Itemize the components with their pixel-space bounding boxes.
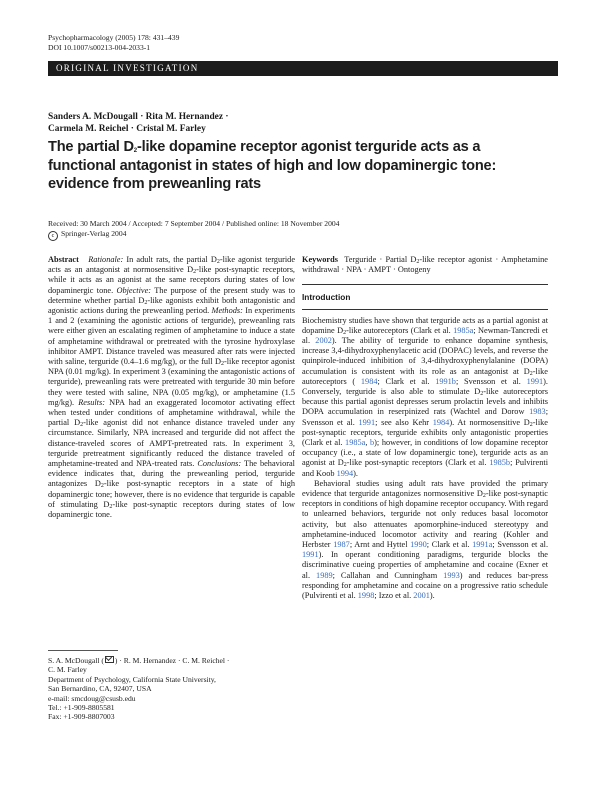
citation-link[interactable]: 1985a (453, 325, 474, 335)
author-line-1: Sanders A. McDougall · Rita M. Hernandez · (48, 112, 229, 122)
body-text: ; Izzo et al. (374, 591, 414, 601)
body-text: -like post-synaptic receptors, terguride exhibits only antagonistic properties (Clark et al. (302, 417, 548, 448)
subscript: 2 (480, 391, 484, 398)
body-text: ; Newman-Tancredi et al. (302, 325, 548, 346)
body-text: ); however, in conditions of low dopamine receptor occupancy (i.e., a state of low dopaminergic tone), terguride acts as an agonist at D (302, 438, 549, 468)
body-text: ; Arnt and Hyttel (349, 540, 411, 550)
title-subscript: 2 (133, 148, 137, 154)
subscript: 2 (220, 361, 224, 368)
objective-label: Objective: (116, 285, 152, 295)
results-text: -like agonist did not enhance distance traveled under any circumstance. Similarly, NPA increased and terguride did not affect the distance-traveled scores of AMPT-pretreated rats. In experiment 3, terguride pretreatment significantly reduced the distance traveled of amphetamine-treated and NPA-treated rats. (48, 418, 296, 469)
rationale-text: In adult rats, the partial D (126, 255, 217, 264)
abstract-heading: Abstract (48, 255, 79, 264)
body-text: -like autoreceptors because this partial agonist depresses serum prolactin levels and inhibits DOPA accumulation in reserpinized rats (Wachtel and Dorow (302, 387, 548, 417)
author-list (48, 111, 468, 135)
affiliation-authors-line-2: C. M. Farley (48, 665, 87, 675)
subscript: 2 (416, 259, 420, 265)
citation-link[interactable]: 1994 (336, 468, 354, 478)
copyright-line (48, 229, 548, 241)
paper-title (48, 138, 548, 194)
body-text: -like post-synaptic receptors (Clark et al. (346, 458, 490, 468)
affiliation-phone: Tel.: +1-909-8805581 (48, 703, 115, 713)
introduction-paragraph-1 (302, 316, 548, 479)
rationale-label: Rationale: (88, 255, 124, 264)
body-text: Biochemistry studies have shown that terguride acts as a partial agonist at dopamine D (302, 315, 548, 335)
publication-dates (48, 219, 548, 241)
keywords-heading: Keywords (302, 255, 338, 264)
body-text: ). (353, 468, 359, 478)
footnote-rule (48, 650, 118, 651)
citation-link[interactable]: b (370, 438, 375, 448)
conclusions-text: The behavioral evidence indicates that, during the preweanling period, terguride antagonizes D (48, 459, 295, 489)
affiliation-email[interactable]: e-mail: smcdoug@csusb.edu (48, 693, 136, 703)
methods-label: Methods: (211, 306, 243, 316)
right-column (302, 255, 548, 601)
section-rule-bottom (302, 309, 548, 310)
objective-text: The purpose of the present study was to determine whether partial D (48, 285, 296, 305)
subscript: 2 (529, 370, 533, 377)
subscript: 2 (343, 329, 347, 336)
keywords (302, 255, 548, 275)
citation-link[interactable]: 2002 (315, 336, 332, 346)
abstract (48, 255, 295, 520)
body-text: ). At normosensitive D (449, 417, 530, 427)
body-text: ; Svensson et al. (302, 407, 548, 427)
body-text: -like autoreceptors (Clark et al. (346, 325, 454, 335)
copyright-text: Springer-Verlag 2004 (61, 229, 127, 238)
body-text: Behavioral studies using adult rats have provided the primary evidence that terguride antagonizes normosensitive D (302, 478, 548, 499)
subscript: 2 (343, 462, 347, 469)
subscript: 2 (144, 299, 148, 306)
conclusions-label: Conclusions: (197, 459, 242, 469)
citation-link[interactable]: 1984 (360, 376, 378, 386)
citation-link[interactable]: 1984 (432, 417, 450, 427)
citation-link[interactable]: 1987 (333, 540, 350, 550)
citation-link[interactable]: 1985b (489, 458, 511, 468)
subscript: 2 (100, 483, 104, 490)
citation-link[interactable]: 1989 (316, 570, 333, 580)
results-text: NPA had an exaggerated locomotor activating effect when tested under conditions of amphetamine withdrawal, while the partial D (48, 397, 296, 428)
methods-text: In experiments 1 and 2 (examining the agonistic actions of terguride), preweanling rats were either given an escalating regimen of amphetamine to induce a state of amphetamine withdrawal or pretreated with the tyrosine hydroxylase inhibitor AMPT. Distance traveled was measured after rats were injected with saline, terguride (0.4–1.6 mg/kg), or the full D (48, 306, 296, 367)
citation-link[interactable]: 1991b (435, 376, 456, 386)
subscript: 2 (482, 493, 486, 500)
body-text: ; Pulvirenti and Koob (302, 458, 548, 478)
introduction-paragraph-2 (302, 479, 548, 601)
citation-link[interactable]: 1991a (472, 540, 493, 550)
subscript: 2 (529, 421, 533, 428)
results-label: Results: (78, 397, 105, 407)
citation-link[interactable]: 1985a (345, 438, 366, 448)
methods-text: -like receptor agonist NPA (0.01 mg/kg). In experiment 3 (examining the antagonistic actions of terguride), preweanling rats were pretreated with terguride 30 min before they were tested with saline, NPA (0.05 mg/kg), or amphetamine (1.5 mg/kg). (48, 357, 295, 407)
author-line-2: Carmela M. Reichel · Cristal M. Farley (48, 124, 206, 134)
citation-link[interactable]: 1991 (526, 376, 544, 386)
citation-link[interactable]: 1991 (302, 550, 319, 560)
doi: DOI 10.1007/s00213-004-2033-1 (48, 42, 151, 52)
journal-citation: Psychopharmacology (2005) 178: 431–439 (48, 33, 180, 42)
subscript: 2 (109, 503, 113, 510)
envelope-icon (105, 656, 114, 663)
body-text: ). (429, 591, 435, 601)
rationale-text: -like post-synaptic receptors, while it acts as an agonist at the same receptors during states of low dopaminergic tone. (48, 265, 295, 295)
body-text: ) and reduces bar-press responding for amphetamine and cocaine on a progressive ratio schedule (Pulvirenti et al. (302, 570, 549, 601)
citation-link[interactable]: 1991 (358, 417, 376, 427)
affiliation-fax: Fax: +1-909-8807003 (48, 712, 115, 722)
body-text: -like post-synaptic receptors in conditions of high dopamine receptor occupancy. With regard to unlearned behaviors, terguride not only reduces basal locomotor activity, but also attenuates apomorphine-induced stereotypy and amphetamine-induced locomotor activity and rearing (Kohler and Herbster (302, 489, 548, 550)
date-line: Received: 30 March 2004 / Accepted: 7 September 2004 / Published online: 18 November 2004 (48, 219, 340, 228)
subscript: 2 (216, 259, 220, 265)
journal-reference (48, 33, 179, 52)
body-text: , (365, 438, 371, 448)
body-text: ). Conversely, terguride is also able to stimulate D (302, 376, 548, 397)
affiliation-authors-line-1 (48, 656, 295, 665)
keywords-text: Terguride · Partial D (344, 255, 417, 264)
affiliation-department: Department of Psychology, California State University, (48, 674, 216, 684)
citation-link[interactable]: 1998 (357, 591, 375, 601)
objective-text: -like agonists exhibit both antagonistic and agonistic actions during the preweanling period. (48, 295, 295, 316)
body-text: -like autoreceptors ( (302, 366, 548, 386)
body-text: ; Clark et al. (426, 540, 473, 550)
body-text: ; Clark et al. (377, 376, 436, 386)
subscript: 2 (193, 269, 197, 276)
citation-link[interactable]: 1993 (443, 570, 460, 580)
body-text: ; see also Kehr (375, 417, 433, 427)
affiliation-text: S. A. McDougall ( (48, 656, 104, 665)
body-text: ; Svensson et al. (492, 540, 549, 550)
affiliation-text: ) · R. M. Hernandez · C. M. Reichel · (114, 656, 230, 665)
body-text: ). The ability of terguride to enhance dopamine synthesis, increase 3,4-dihydroxyphenylacetic acid (DOPAC) levels, and reverse the quinpirole-induced inhibition of 3,4-dihydroxyphenylalanine (DOPA) accumulation is consistent with its role as an antagonist at D (302, 336, 549, 376)
citation-link[interactable]: 1983 (529, 407, 546, 417)
title-part-2: -like dopamine receptor agonist terguride acts as a functional antagonist in states of high and low dopaminergic tone: evidence from preweanling rats (48, 139, 497, 192)
author-affiliation (48, 656, 295, 722)
introduction-heading: Introduction (302, 292, 351, 303)
affiliation-address: San Bernardino, CA, 92407, USA (48, 684, 152, 694)
body-text: ). In operant conditioning paradigms, terguride blocks the discriminative cueing properties of amphetamine and cocaine (Exner et al. (302, 550, 548, 580)
body-text: ; Callahan and Cunningham (332, 570, 444, 580)
body-text: ; Svensson et al. (455, 376, 527, 386)
citation-link[interactable]: 2001 (413, 591, 430, 601)
subscript: 2 (80, 422, 84, 429)
conclusions-text: -like post-synaptic receptors in a state of high dopaminergic tone; however, there is no evidence that terguride is capable of stimulating D (48, 479, 295, 509)
conclusions-text: -like post-synaptic receptors during states of low dopaminergic tone. (48, 499, 296, 520)
copyright-icon: c (48, 231, 58, 241)
citation-link[interactable]: 1990 (410, 540, 427, 550)
keywords-text: -like receptor agonist · Amphetamine withdrawal · NPA · AMPT · Ontogeny (302, 255, 548, 275)
title-part-1: The partial D (48, 139, 134, 155)
section-banner: ORIGINAL INVESTIGATION (48, 61, 558, 76)
rationale-text: -like agonist terguride acts as an antagonist at normosensitive D (48, 255, 296, 275)
